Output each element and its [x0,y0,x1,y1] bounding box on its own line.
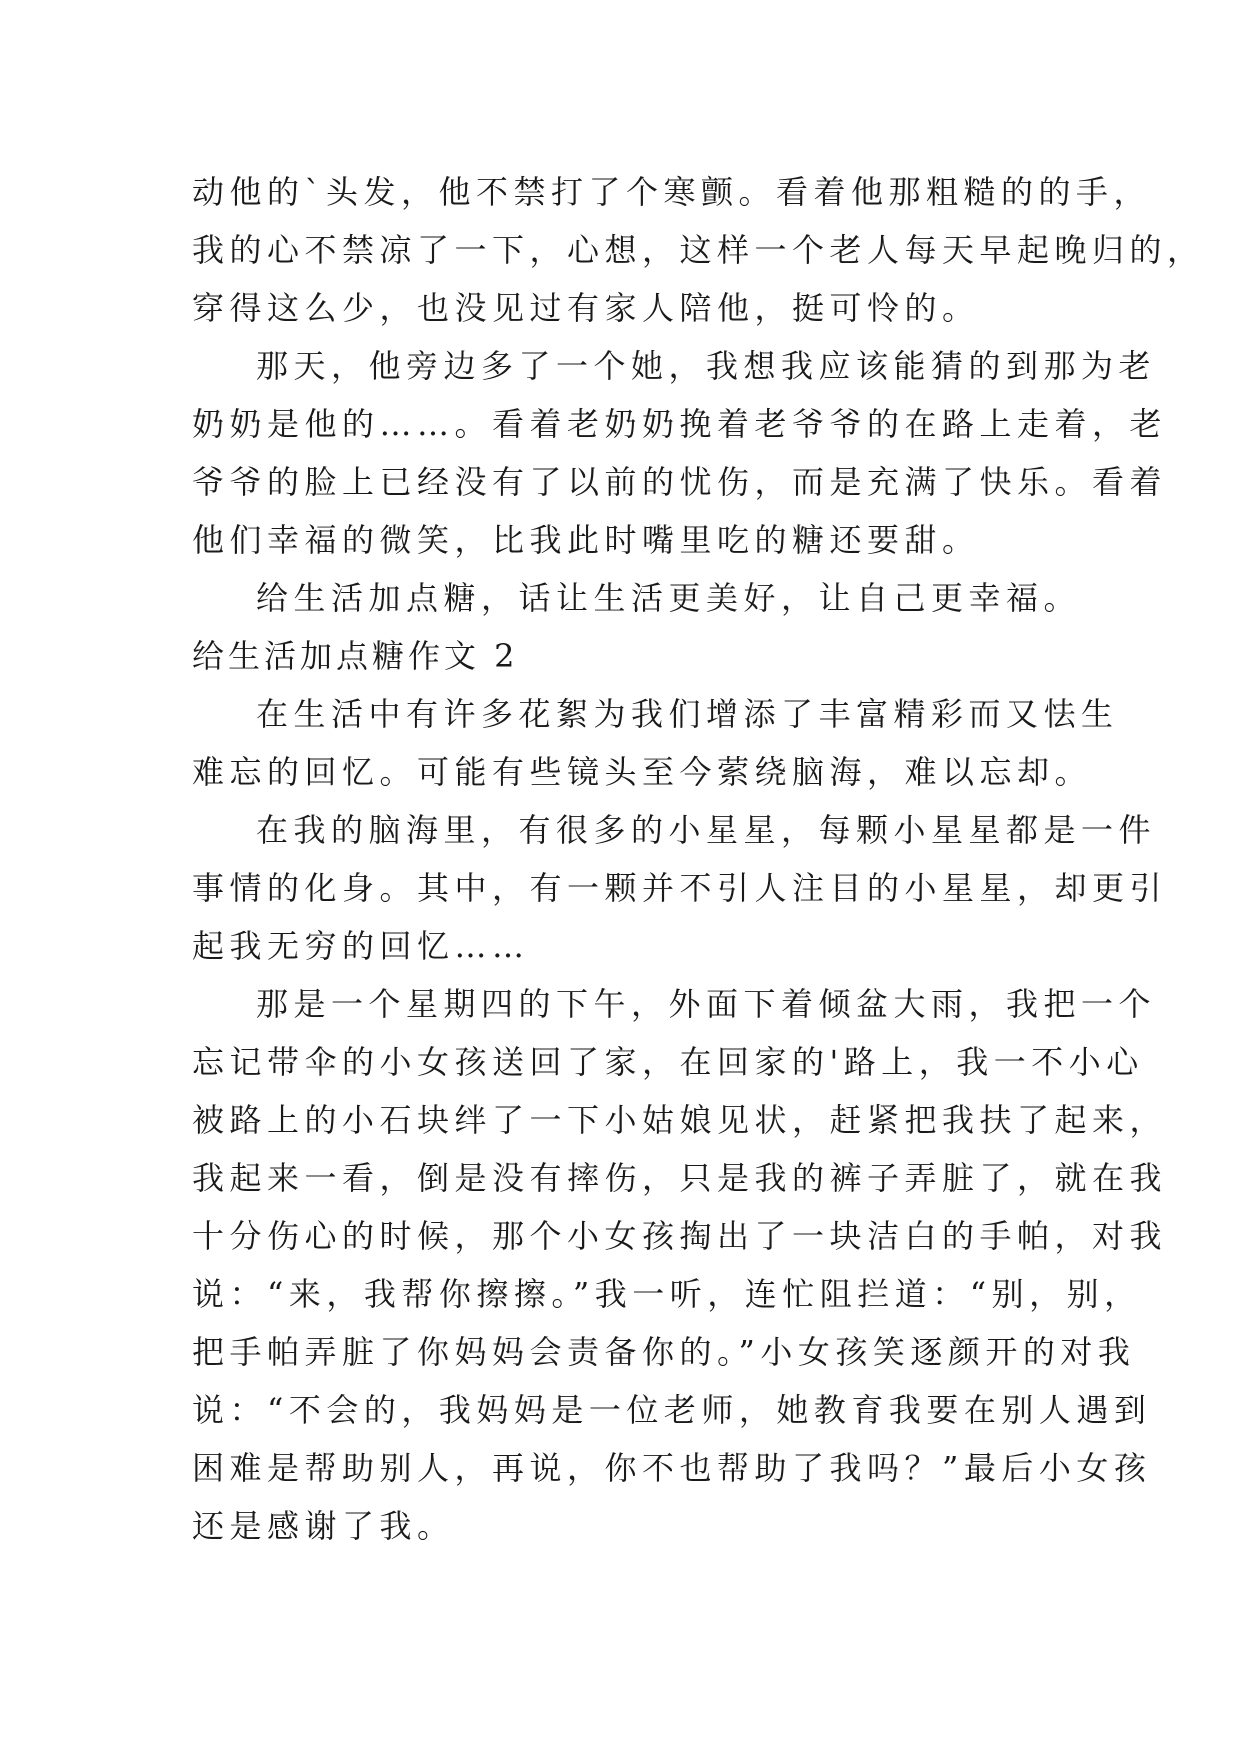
paragraph-start-line: 在生活中有许多花絮为我们增添了丰富精彩而又怯生 [256,695,1119,733]
text-line: 说：“来，我帮你擦擦。”我一听，连忙阻拦道：“别，别， [192,1275,1142,1313]
paragraph-start-line: 那是一个星期四的下午，外面下着倾盆大雨，我把一个 [256,985,1157,1023]
text-line: 困难是帮助别人，再说，你不也帮助了我吗？”最后小女孩 [192,1449,1152,1487]
text-line: 起我无穷的回忆…… [192,927,530,965]
text-line: 十分伤心的时候，那个小女孩掏出了一块洁白的手帕，对我 [192,1217,1168,1255]
text-line: 穿得这么少，也没见过有家人陪他，挺可怜的。 [192,289,980,327]
text-line: 说：“不会的，我妈妈是一位老师，她教育我要在别人遇到 [192,1391,1152,1429]
text-line: 我的心不禁凉了一下，心想，这样一个老人每天早起晚归的， [192,231,1205,269]
text-line: 奶奶是他的……。看着老奶奶挽着老爷爷的在路上走着，老 [192,405,1168,443]
paragraph-start-line: 给生活加点糖，话让生活更美好，让自己更幸福。 [256,579,1082,617]
text-line: 还是感谢了我。 [192,1507,455,1545]
paragraph-start-line: 那天，他旁边多了一个她，我想我应该能猜的到那为老 [256,347,1157,385]
document-body [192,163,1205,1555]
text-line: 被路上的小石块绊了一下小姑娘见状，赶紧把我扶了起来， [192,1101,1168,1139]
text-line: 动他的`头发，他不禁打了个寒颤。看着他那粗糙的的手， [192,173,1152,211]
text-line: 他们幸福的微笑，比我此时嘴里吃的糖还要甜。 [192,521,980,559]
text-line: 事情的化身。其中，有一颗并不引人注目的小星星，却更引 [192,869,1168,907]
paragraph-start-line: 在我的脑海里，有很多的小星星，每颗小星星都是一件 [256,811,1157,849]
section-heading: 给生活加点糖作文 2 [192,637,519,675]
text-line: 我起来一看，倒是没有摔伤，只是我的裤子弄脏了，就在我 [192,1159,1168,1197]
text-line: 难忘的回忆。可能有些镜头至今萦绕脑海，难以忘却。 [192,753,1093,791]
text-line: 忘记带伞的小女孩送回了家，在回家的'路上，我一不小心 [192,1043,1144,1081]
text-line: 把手帕弄脏了你妈妈会责备你的。”小女孩笑逐颜开的对我 [192,1333,1136,1371]
text-line: 爷爷的脸上已经没有了以前的忧伤，而是充满了快乐。看着 [192,463,1168,501]
